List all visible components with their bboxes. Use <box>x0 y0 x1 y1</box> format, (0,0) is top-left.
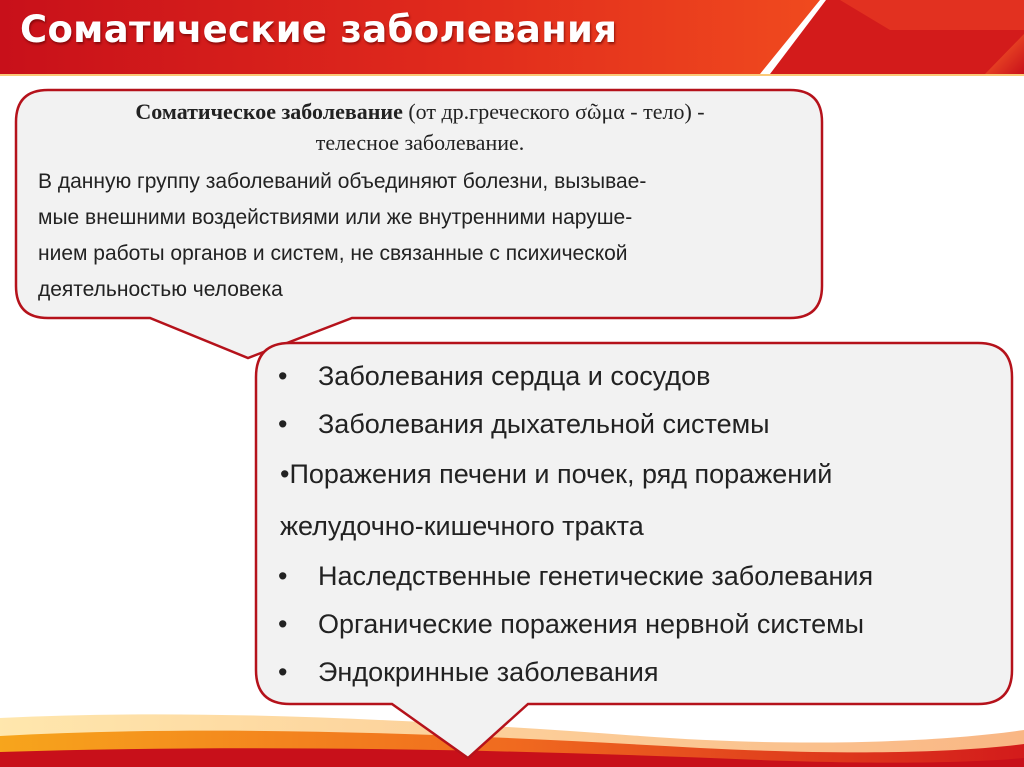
description-line: нием работы органов и систем, не связанные с психической <box>38 242 628 265</box>
list-item-text: Эндокринные заболевания <box>318 657 659 687</box>
list-item <box>274 600 1004 648</box>
list-item-text: Заболевания дыхательной системы <box>318 409 770 439</box>
disease-list <box>274 352 1004 696</box>
description-line: мые внешними воздействиями или же внутренними наруше- <box>38 206 633 229</box>
bullet-icon: • <box>278 361 288 391</box>
list-item <box>274 552 1004 600</box>
list-item-text: Наследственные генетические заболевания <box>318 561 874 591</box>
list-item-text: Заболевания сердца и сосудов <box>318 361 711 391</box>
list-item <box>274 352 1004 400</box>
list-item <box>274 400 1004 448</box>
description-line: В данную группу заболеваний объединяют болезни, вызывае- <box>38 170 647 193</box>
list-item <box>274 448 1004 552</box>
list-item <box>274 648 1004 696</box>
definition-term: Соматическое заболевание <box>135 99 403 124</box>
bullet-icon: • <box>280 459 290 489</box>
list-item-text: Органические поражения нервной системы <box>318 609 865 639</box>
definition-etymology: (от др.греческого σῶμα - тело) - <box>402 99 705 124</box>
description-line: деятельностью человека <box>38 278 283 301</box>
list-item-text: Поражения печени и почек, ряд поражений <box>289 459 833 489</box>
bullet-icon: • <box>278 561 288 591</box>
list-item-continuation: желудочно-кишечного тракта <box>280 511 644 541</box>
definition-heading <box>24 96 816 158</box>
bullet-icon: • <box>278 409 288 439</box>
definition-box <box>24 96 816 308</box>
bullet-icon: • <box>278 657 288 687</box>
definition-meaning: телесное заболевание. <box>315 130 525 155</box>
page-title: Соматические заболевания <box>20 8 618 51</box>
bullet-icon: • <box>278 609 288 639</box>
definition-description <box>24 164 816 308</box>
